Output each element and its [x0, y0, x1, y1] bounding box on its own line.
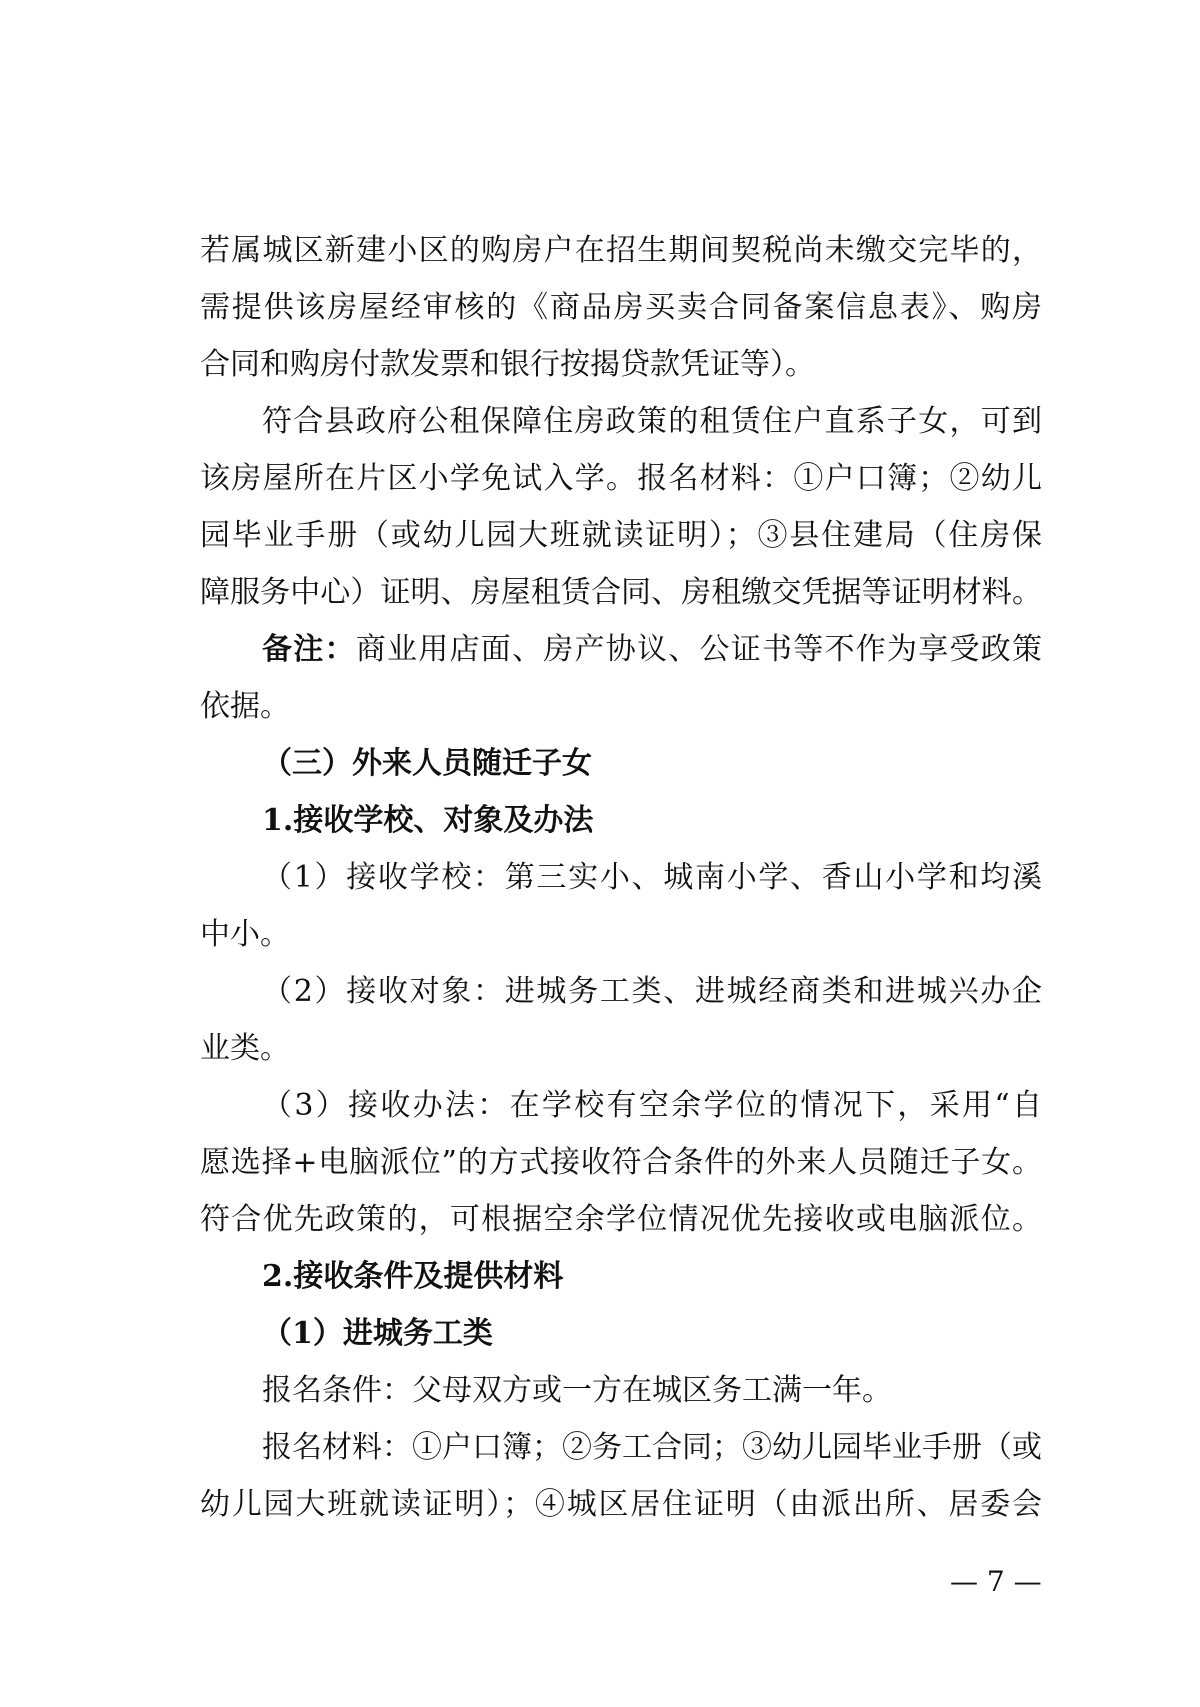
body-text-line: （1）接收学校：第三实小、城南小学、香山小学和均溪	[262, 860, 1042, 895]
category-heading: （1）进城务工类	[262, 1316, 493, 1351]
body-text-line: 业类。	[200, 1031, 290, 1066]
section-heading: （三）外来人员随迁子女	[262, 746, 592, 781]
body-text-line: 园毕业手册（或幼儿园大班就读证明）；③县住建局（住房保	[200, 518, 1042, 553]
body-text-line: 该房屋所在片区小学免试入学。报名材料：①户口簿；②幼儿	[200, 461, 1042, 496]
body-text-line: 若属城区新建小区的购房户在招生期间契税尚未缴交完毕的，	[200, 233, 1042, 268]
page-number: — 7 —	[950, 1565, 1042, 1598]
body-text-line: 报名条件：父母双方或一方在城区务工满一年。	[262, 1373, 892, 1408]
note-line	[200, 621, 1042, 678]
body-text-line: 符合优先政策的，可根据空余学位情况优先接收或电脑派位。	[200, 1202, 1042, 1237]
body-text-line: （2）接收对象：进城务工类、进城经商类和进城兴办企	[262, 974, 1042, 1009]
note-text: 商业用店面、房产协议、公证书等	[355, 632, 825, 667]
subsection-heading: 2.接收条件及提供材料	[262, 1259, 564, 1294]
body-text-line: 幼儿园大班就读证明）；④城区居住证明（由派出所、居委会	[200, 1487, 1042, 1522]
note-label: 备注：	[262, 632, 356, 667]
body-text-line: 愿选择+电脑派位”的方式接收符合条件的外来人员随迁子女。	[200, 1145, 1042, 1180]
body-text-line: 依据。	[200, 689, 290, 724]
body-text-line: 符合县政府公租保障住房政策的租赁住户直系子女，可到	[262, 404, 1042, 439]
body-text-line: 需提供该房屋经审核的《商品房买卖合同备案信息表》、购房	[200, 290, 1042, 325]
document-page	[200, 222, 1042, 1533]
body-text-fragment: 不作为享受政策	[824, 632, 1042, 667]
body-text-line: 报名材料：①户口簿；②务工合同；③幼儿园毕业手册（或	[262, 1430, 1042, 1465]
subsection-heading: 1.接收学校、对象及办法	[262, 803, 594, 838]
body-text-line: （3）接收办法：在学校有空余学位的情况下，采用“自	[262, 1088, 1042, 1123]
body-text-line: 中小。	[200, 917, 290, 952]
body-text-line: 障服务中心）证明、房屋租赁合同、房租缴交凭据等证明材料。	[200, 575, 1042, 610]
body-text-line: 合同和购房付款发票和银行按揭贷款凭证等）。	[200, 347, 815, 382]
